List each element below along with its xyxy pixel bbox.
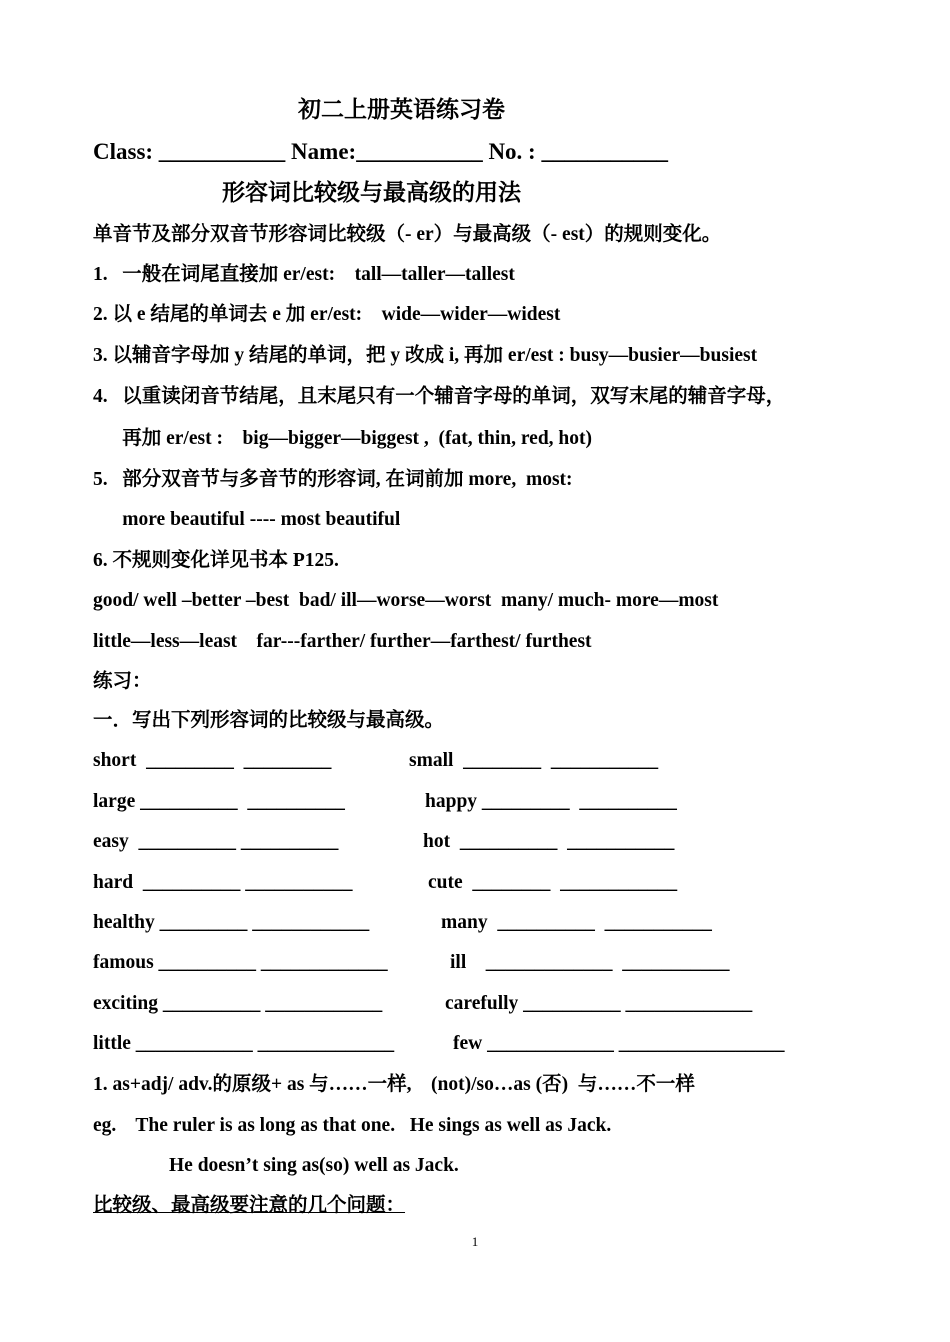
page-title: 初二上册英语练习卷: [298, 97, 505, 122]
exercise-item: ill _____________ ___________: [450, 952, 730, 973]
student-info-header: Class: ___________ Name:___________ No. : ___________: [93, 139, 668, 164]
rule-6: 6. 不规则变化详见书本 P125.: [93, 550, 339, 571]
page-number: 1: [471, 1234, 479, 1249]
rule-5-example: more beautiful ---- most beautiful: [93, 509, 401, 530]
exercise-item: famous __________ _____________: [93, 952, 388, 973]
exercise-item: cute ________ ____________: [428, 872, 678, 893]
exercise-item: easy __________ __________: [93, 831, 339, 852]
rule-2: 2. 以 e 结尾的单词去 e 加 er/est: wide—wider—widest: [93, 304, 561, 325]
exercise-item: many __________ ___________: [441, 912, 712, 933]
exercise-item: exciting __________ ____________: [93, 993, 383, 1014]
rule-intro: 单音节及部分双音节形容词比较级（- er）与最高级（- est）的规则变化。: [93, 224, 722, 245]
example-line-1: eg. The ruler is as long as that one. He sings as well as Jack.: [93, 1115, 612, 1136]
exercise-section-title: 一．写出下列形容词的比较级与最高级。: [93, 710, 445, 731]
exercise-item: carefully __________ _____________: [445, 993, 753, 1014]
section-subtitle: 形容词比较级与最高级的用法: [222, 180, 521, 205]
irregular-forms-2: little—less—least far---farther/ further—farthest/ furthest: [93, 631, 592, 652]
rule-4-continued: 再加 er/est : big—bigger—biggest , (fat, thin, red, hot): [93, 428, 593, 449]
notes-heading: 比较级、最高级要注意的几个问题：: [93, 1195, 406, 1216]
practice-label: 练习：: [93, 671, 152, 692]
exercise-item: short _________ _________: [93, 750, 332, 771]
rule-4: 4. 以重读闭音节结尾，且末尾只有一个辅音字母的单词，双写末尾的辅音字母，: [93, 386, 786, 407]
exercise-item: happy _________ __________: [425, 791, 677, 812]
exercise-item: large __________ __________: [93, 791, 345, 812]
rule-1: 1. 一般在词尾直接加 er/est: tall—taller—tallest: [93, 264, 515, 285]
exercise-item: small ________ ___________: [409, 750, 659, 771]
exercise-item: hot __________ ___________: [423, 831, 675, 852]
exercise-item: healthy _________ ____________: [93, 912, 370, 933]
rule-3: 3. 以辅音字母加 y 结尾的单词，把 y 改成 i, 再加 er/est : busy—busier—busiest: [93, 345, 758, 366]
irregular-forms-1: good/ well –better –best bad/ ill—worse—worst many/ much- more—most: [93, 590, 719, 611]
exercise-item: few _____________ _________________: [453, 1033, 785, 1054]
rule-5: 5. 部分双音节与多音节的形容词, 在词前加 more, most:: [93, 469, 573, 490]
as-as-rule: 1. as+adj/ adv.的原级+ as 与……一样, (not)/so…as (否) 与……不一样: [93, 1074, 695, 1095]
exercise-item: little ____________ ______________: [93, 1033, 395, 1054]
exercise-item: hard __________ ___________: [93, 872, 353, 893]
example-line-2: He doesn’t sing as(so) well as Jack.: [169, 1155, 459, 1176]
